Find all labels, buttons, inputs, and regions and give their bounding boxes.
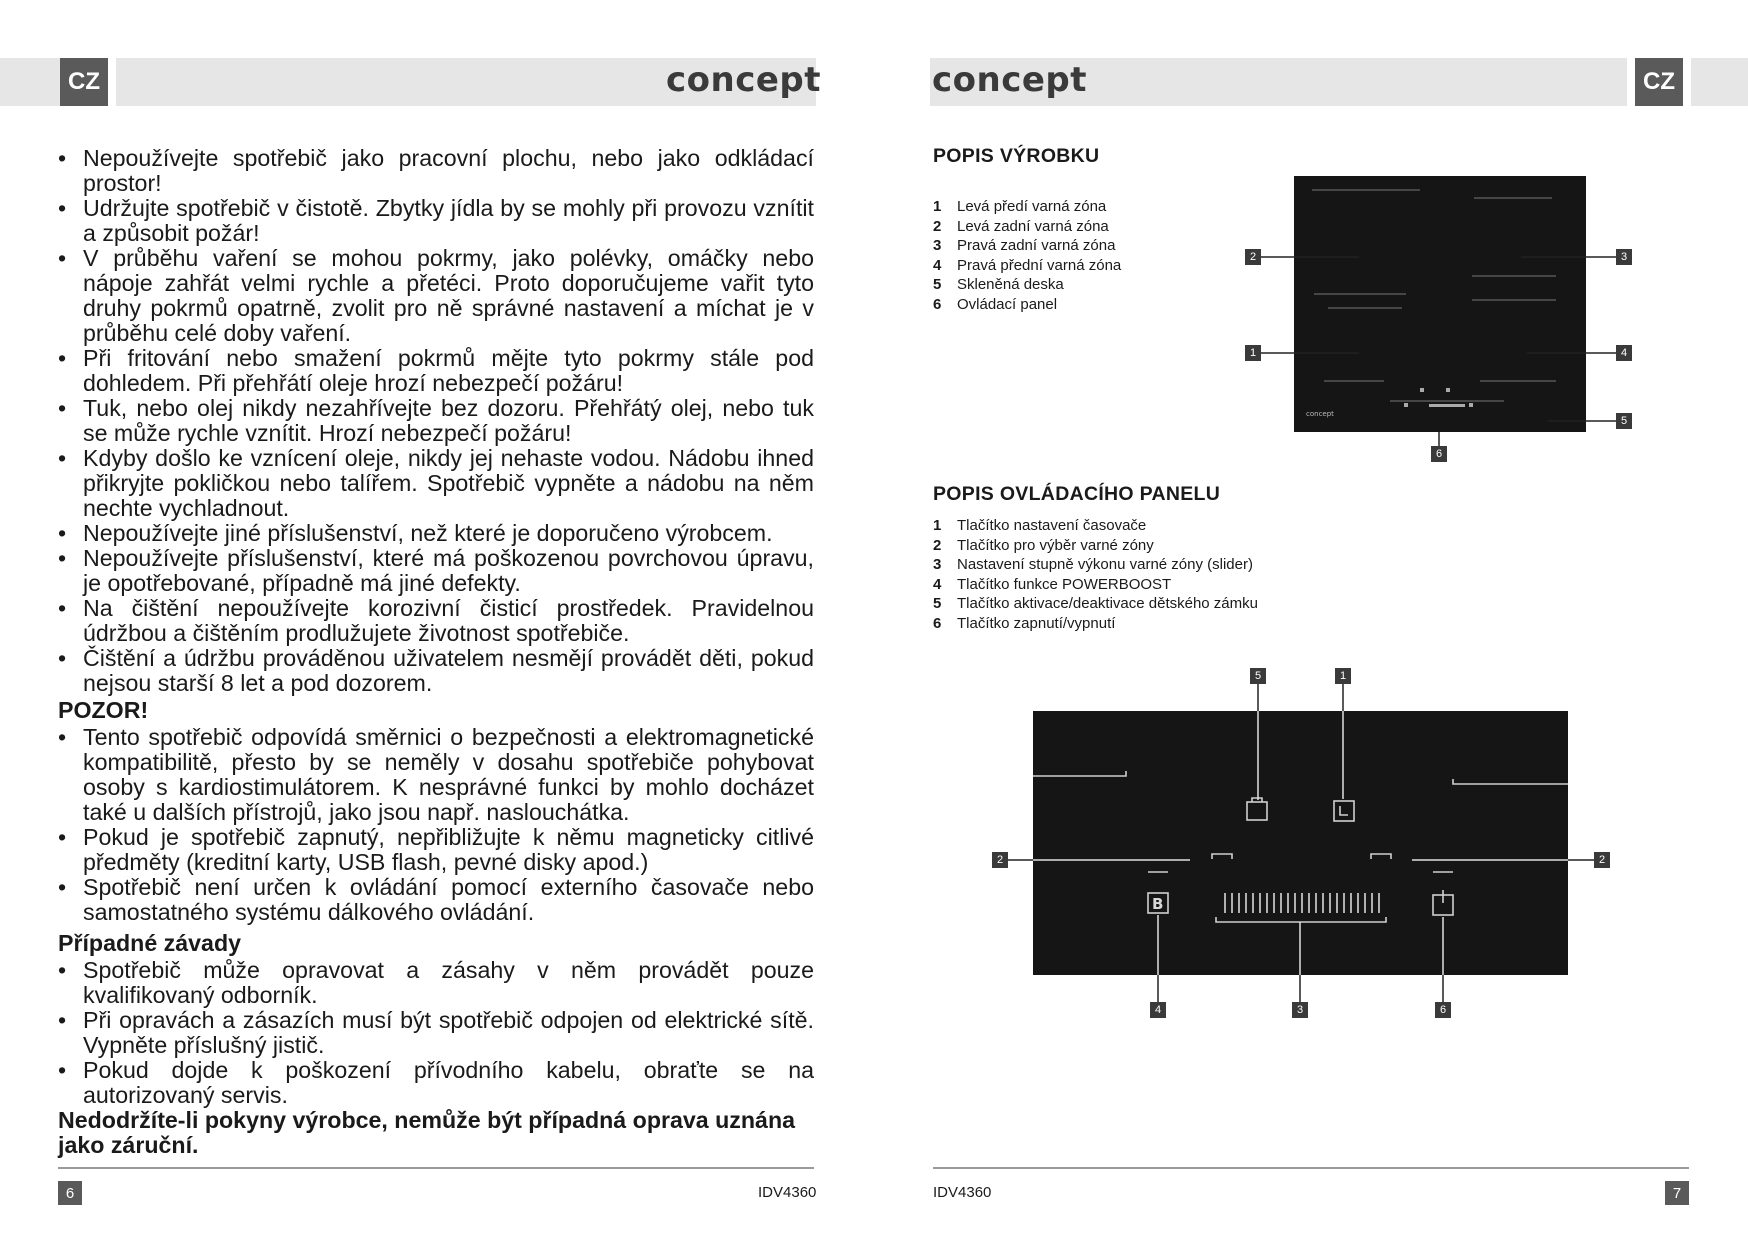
brand-logo-left: concept [666,60,822,100]
list-item: 5 Skleněná deska [933,276,1064,293]
warranty-note: Nedodržíte-li pokyny výrobce, nemůže být případná oprava uznána jako záruční. [58,1107,796,1158]
list-item: 6 Tlačítko zapnutí/vypnutí [933,614,1116,632]
list-item: • Na čištění nepoužívejte korozivní čisticí prostředek. Pravidelnou údržbou a čištěním prodlužujete životnost spotřebiče. [58,596,814,646]
list-item: 4 Tlačítko funkce POWERBOOST [933,575,1172,593]
page-number-right: 7 [1665,1181,1689,1205]
callout-hob-5: 5 [1616,413,1632,429]
callout-hob-4: 4 [1616,345,1632,361]
callout-panel-1: 1 [1335,668,1351,684]
list-item: • Tento spotřebič odpovídá směrnici o bezpečnosti a elektromagnetické kompatibilitě, přesto by se neměly v dosahu spotřebiče pohybovat osoby s kardiostimulátorem. K nesprávné funkci by mohlo docházet také u dalších přístrojů, jako jsou např. naslouchátka. [58,725,814,825]
callout-panel-6: 6 [1435,1002,1451,1018]
callout-hob-6: 6 [1431,446,1447,462]
section-title-control-panel: POPIS OVLÁDACÍHO PANELU [933,483,1221,505]
list-item: 3 Pravá zadní varná zóna [933,237,1116,254]
callout-hob-1: 1 [1245,345,1261,361]
list-item: • Nepoužívejte příslušenství, které má poškozenou povrchovou úpravu, je opotřebované, případně má jiné defekty. [58,546,814,596]
callout-panel-2-right: 2 [1594,852,1610,868]
callout-hob-2: 2 [1245,249,1261,265]
list-item: • Kdyby došlo ke vznícení oleje, nikdy jej nehaste vodou. Nádobu ihned přikryjte pokličkou nebo talířem. Spotřebič vypněte a nádobu na něm nechte vychladnout. [58,446,814,521]
callout-panel-2-left: 2 [992,852,1008,868]
model-number-left: IDV4360 [758,1184,817,1201]
child-lock-icon [1247,802,1267,820]
list-item: • Pokud dojde k poškození přívodního kabelu, obraťte se na autorizovaný servis. [58,1058,814,1108]
list-item: • V průběhu vaření se mohou pokrmy, jako polévky, omáčky nebo nápoje zahřát velmi rychle a přetéci. Proto doporučujeme vařit tyto druhy pokrmů opatrně, zvolit pro ně správné nastavení a míchat je v průběhu celé doby vaření. [58,246,814,346]
list-item: • Při opravách a zásazích musí být spotřebič odpojen od elektrické sítě. Vypněte příslušný jistič. [58,1008,814,1058]
list-item: 5 Tlačítko aktivace/deaktivace dětského zámku [933,595,1258,612]
section-title-product: POPIS VÝROBKU [933,145,1100,167]
callout-panel-3: 3 [1292,1002,1308,1018]
list-item: 2 Levá zadní varná zóna [933,217,1109,235]
zone-select-left [1212,854,1232,859]
list-item: • Pokud je spotřebič zapnutý, nepřibližujte k němu magneticky citlivé předměty (kreditní karty, USB flash, pevné disky apod.) [58,825,814,875]
list-item: • Tuk, nebo olej nikdy nezahřívejte bez dozoru. Přehřátý olej, nebo tuk se může rychle vznítit. Hrozí nebezpečí požáru! [58,396,814,446]
brand-logo-right: concept [932,60,1088,100]
list-item: • Nepoužívejte spotřebič jako pracovní plochu, nebo jako odkládací prostor! [58,146,814,196]
callout-panel-5: 5 [1250,668,1266,684]
list-item: • Spotřebič není určen k ovládání pomocí externího časovače nebo samostatného systému dálkového ovládání. [58,875,814,925]
timer-icon [1334,801,1354,821]
zone-select-right [1371,854,1391,859]
list-item: 1 Levá předí varná zóna [933,198,1107,215]
list-item: 2 Tlačítko pro výběr varné zóny [933,536,1154,554]
list-item: • Udržujte spotřebič v čistotě. Zbytky jídla by se mohly při provozu vznítit a způsobit požár! [58,196,814,246]
heading-warning: POZOR! [58,697,149,723]
language-badge-left: CZ [60,58,108,106]
language-badge-right: CZ [1635,58,1683,106]
list-item: • Nepoužívejte jiné příslušenství, než které je doporučeno výrobcem. [58,521,814,546]
page-number-left: 6 [58,1181,82,1205]
list-item: 4 Pravá přední varná zóna [933,256,1122,274]
list-item: • Čištění a údržbu prováděnou uživatelem nesmějí provádět děti, pokud nejsou starší 8 let a pod dozorem. [58,646,814,696]
hob-brand-text: concept [1306,410,1334,418]
model-number-right: IDV4360 [933,1184,992,1201]
callout-hob-3: 3 [1616,249,1632,265]
list-item: 3 Nastavení stupně výkonu varné zóny (slider) [933,556,1253,573]
boost-label: B [1152,895,1164,913]
list-item: • Spotřebič může opravovat a zásahy v něm provádět pouze kvalifikovaný odborník. [58,958,814,1008]
list-item: 6 Ovládací panel [933,295,1058,313]
list-item: 1 Tlačítko nastavení časovače [933,517,1147,534]
list-item: • Při fritování nebo smažení pokrmů mějte tyto pokrmy stále pod dohledem. Při přehřátí oleje hrozí nebezpečí požáru! [58,346,814,396]
heading-faults: Případné závady [58,930,241,956]
power-slider [1225,893,1379,913]
callout-panel-4: 4 [1150,1002,1166,1018]
